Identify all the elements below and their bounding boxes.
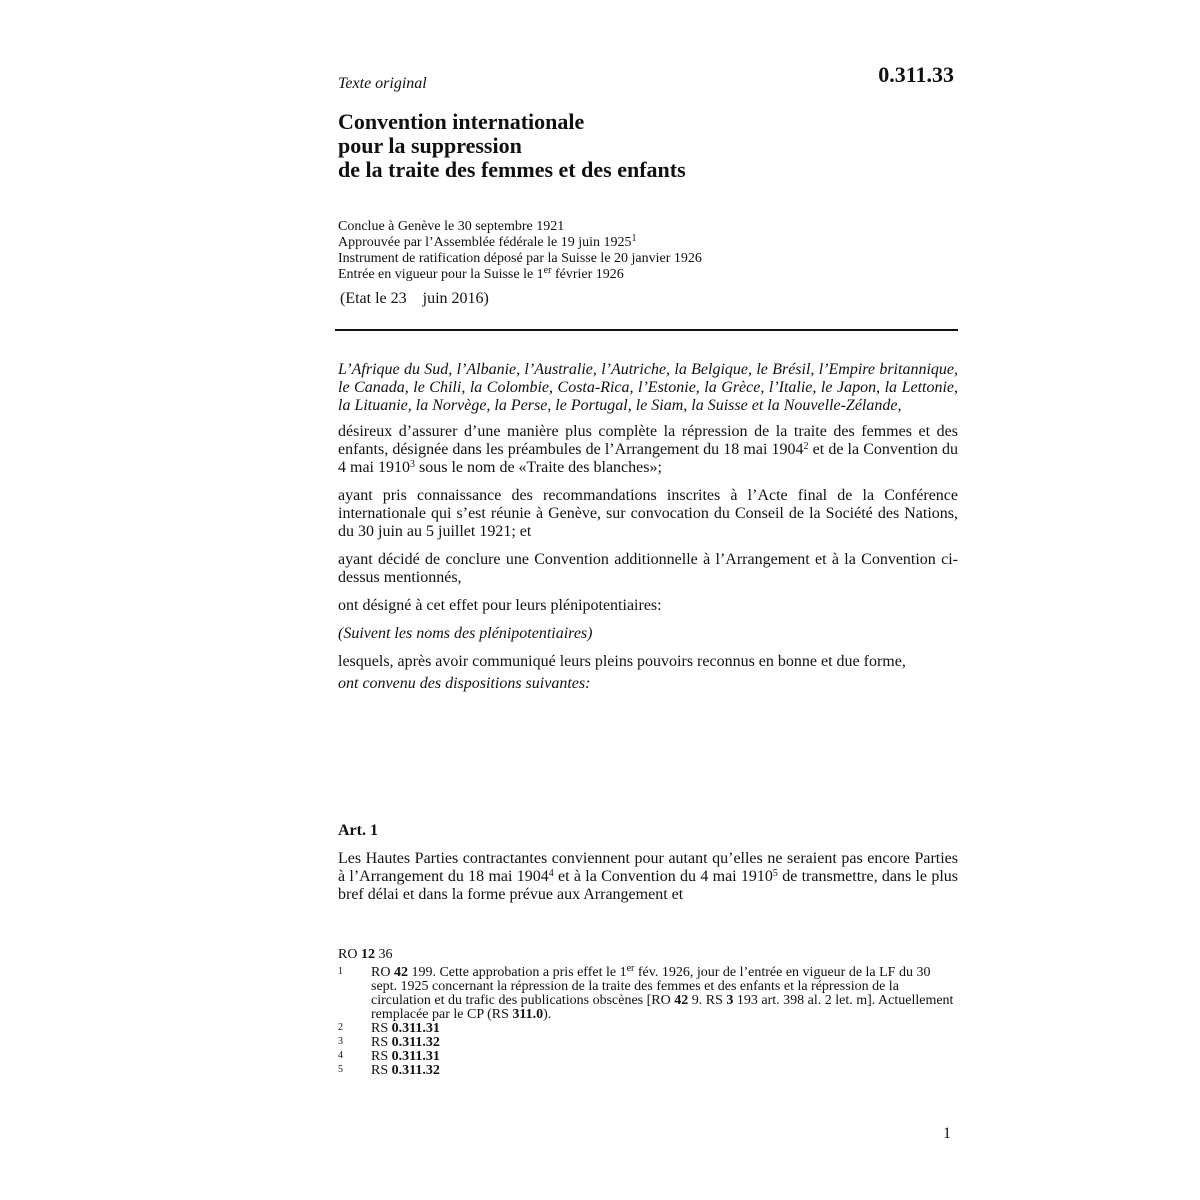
footnote-ref[interactable]: 3	[410, 459, 415, 470]
meta-entry-into-force: Entrée en vigueur pour la Suisse le 1er février 1926	[338, 265, 624, 282]
footnote	[338, 1022, 958, 1036]
text-status: Texte original	[338, 75, 427, 92]
preamble-closing: ont convenu des dispositions suivantes:	[338, 675, 591, 692]
preamble-paragraph: ayant pris connaissance des recommandations inscrites à l’Acte final de la Conférence internationale qui s’est réunie à Genève, sur convocation du Conseil de la Société des Nations, du 30 juin au 5 juillet 1921; et	[338, 487, 958, 540]
footnotes	[338, 963, 958, 1078]
document-state: (Etat le 23 juin 2016)	[340, 290, 489, 307]
document-metadata	[338, 219, 702, 283]
meta-ratification: Instrument de ratification déposé par la Suisse le 20 janvier 1926	[338, 251, 702, 266]
footnote-ref[interactable]: 4	[548, 868, 554, 879]
page-number: 1	[943, 1125, 951, 1142]
footnote-ref[interactable]: 5	[772, 868, 778, 879]
title-line: pour la suppression	[338, 133, 522, 158]
footnote	[338, 1050, 958, 1064]
document-title	[338, 110, 958, 182]
preamble	[338, 361, 958, 703]
article-text: Les Hautes Parties contractantes conviennent pour autant qu’elles ne seraient pas encore Parties à l’Arrangement du 18 mai 1904$^4$ et à la Convention du 4 mai 1910$^5$ de transmettre, dans le plus bref délai et dans la forme prévue aux Arrangement et	[338, 850, 958, 903]
footnote-text: RS 0.311.32	[371, 1035, 440, 1050]
preamble-paragraph: ayant décidé de conclure une Convention additionnelle à l’Arrangement et à la Convention ci-dessus mentionnés,	[338, 551, 958, 586]
footnote-number: 4	[338, 1050, 343, 1061]
footnote-text: RS 0.311.32	[371, 1063, 440, 1078]
title-line: de la traite des femmes et des enfants	[338, 157, 686, 182]
footnote	[338, 963, 958, 1022]
preamble-parties: L’Afrique du Sud, l’Albanie, l’Australie, l’Autriche, la Belgique, le Brésil, l’Empire britannique, le Canada, le Chili, la Colombie, Costa-Rica, l’Estonie, la Grèce, l’Italie, le Japon, la Lettonie, la Lituanie, la Norvège, la Perse, le Portugal, le Siam, la Suisse et la Nouvelle-Zélande,	[338, 361, 958, 414]
header-divider	[335, 329, 958, 331]
title-line: Convention internationale	[338, 109, 585, 134]
footnote-number: 3	[338, 1036, 343, 1047]
footnote-text: RS 0.311.31	[371, 1049, 440, 1064]
footnote	[338, 1064, 958, 1078]
preamble-paragraph: lesquels, après avoir communiqué leurs pleins pouvoirs reconnus en bonne et due forme,	[338, 653, 906, 670]
footnote-number: 2	[338, 1022, 343, 1033]
meta-concluded: Conclue à Genève le 30 septembre 1921	[338, 219, 565, 234]
preamble-paragraph: désireux d’assurer d’une manière plus complète la répression de la traite des femmes et des enfants, désignée dans les préambules de l’Arrangement du 18 mai 1904$^2$ et de la Convention du 4 mai 1910$^3$ sous le nom de «Traite des blanches»;	[338, 423, 959, 476]
footnote-text: RO 42 199. Cette approbation a pris effet le 1er fév. 1926, jour de l’entrée en vigueur de la LF du 30 sept. 1925 concernant la répression de la traite des femmes et des enfants et la répression de la circulation et du trafic des publications obscènes [RO 42 9. RS 3 193 art. 398 al. 2 let. m]. Actuellement remplacée par le CP (RS 311.0).	[371, 963, 954, 1022]
footnote-ref[interactable]: 1	[631, 233, 637, 244]
footnote-ref[interactable]: 2	[803, 441, 809, 452]
ro-reference: RO 12 36	[338, 947, 393, 962]
footnote-number: 1	[338, 966, 343, 977]
preamble-plenipotentiaries: (Suivent les noms des plénipotentiaires)	[338, 625, 593, 642]
article-heading: Art. 1	[338, 822, 378, 839]
preamble-paragraph: ont désigné à cet effet pour leurs plénipotentiaires:	[338, 597, 662, 614]
rs-number: 0.311.33	[878, 62, 954, 87]
footnote	[338, 1036, 958, 1050]
meta-approved: Approuvée par l’Assemblée fédérale le 19 juin 1925$^1$	[338, 233, 637, 250]
footnote-number: 5	[338, 1064, 343, 1075]
footnote-text: RS 0.311.31	[371, 1021, 440, 1036]
